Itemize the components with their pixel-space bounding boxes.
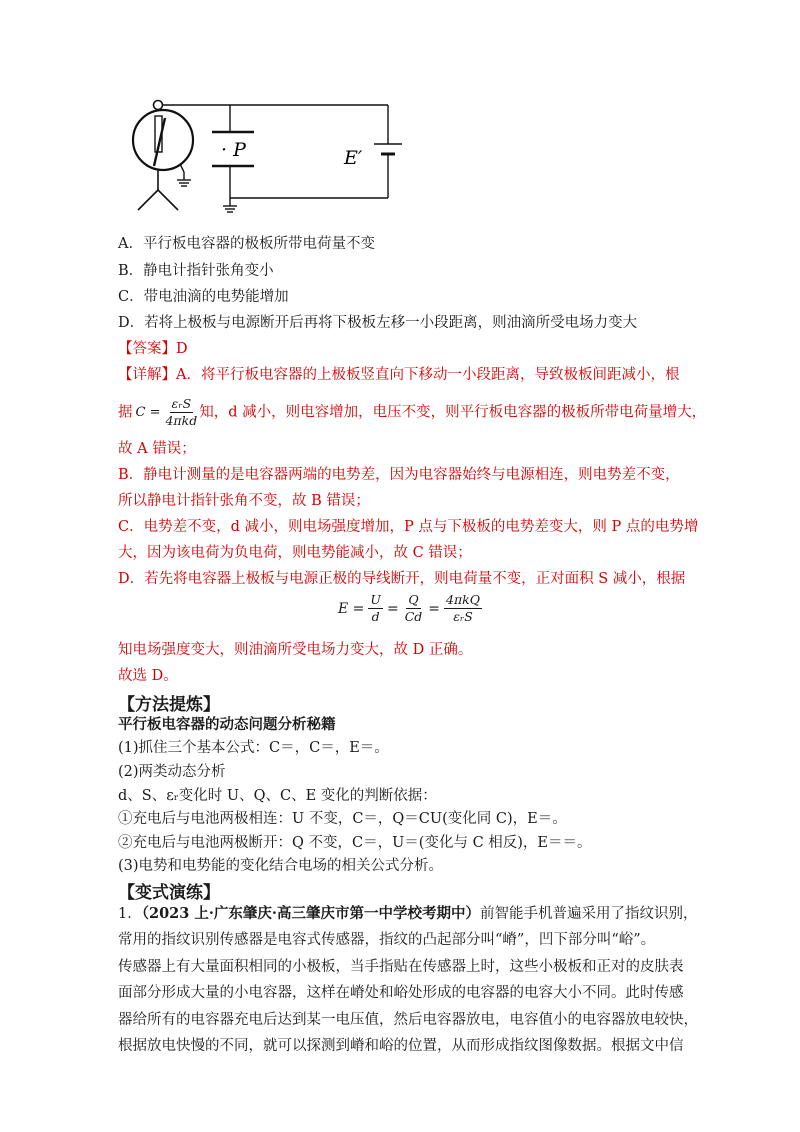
explain-conclusion: 故选 D。	[118, 668, 178, 684]
practice-line-6: 根据放电快慢的不同，就可以探测到嵴和峪的位置，从而形成指纹图像数据。根据文中信	[118, 1038, 684, 1054]
practice-p1: 前智能手机普遍采用了指纹识别，	[479, 906, 698, 922]
explain-tag: 【详解】	[118, 367, 176, 383]
electrometer-circle	[133, 110, 193, 170]
frac1-num: U	[370, 592, 381, 607]
answer-value: D	[176, 341, 188, 357]
explain-line-d2: 知电场强度变大，则油滴所受电场力变大，故 D 正确。	[118, 642, 473, 658]
explain-a1-text: A．将平行板电容器的上极板竖直向下移动一小段距离，导致极板间距减小，根	[176, 367, 680, 383]
label-e: E′	[344, 147, 363, 169]
frac3-den: εᵣS	[453, 609, 473, 624]
option-d: D．若将上极板与电源断开后再将下极板左移一小段距离，则油滴所受电场力变大	[118, 315, 638, 331]
explain-line-c1: C．电势差不变，d 减小，则电场强度增加，P 点与下极板的电势差变大，则 P 点的电势增	[118, 519, 699, 535]
practice-number: 1．	[118, 906, 142, 922]
electrometer-knob	[154, 101, 163, 110]
method-line-6: (3)电势和电势能的变化结合电场的相关公式分析。	[118, 858, 444, 874]
explain-line-d1: D．若先将电容器上极板与电源正极的导线断开，则电荷量不变，正对面积 S 减小，根据	[118, 571, 686, 587]
answer-line	[118, 339, 188, 359]
explain-line-a3: 故 A 错误；	[118, 441, 196, 457]
option-a: A．平行板电容器的极板所带电荷量不变	[118, 236, 375, 252]
answer-tag: 【答案】	[118, 341, 176, 357]
method-line-5: ②充电后与电池两极断开：Q 不变，C＝，U＝(变化与 C 相反)，E＝＝。	[118, 835, 592, 851]
field-eq-2: =	[428, 600, 440, 617]
explain-line-a2	[118, 396, 706, 429]
practice-source: （2023 上·广东肇庆·高三肇庆市第一中学校考期中）	[141, 905, 480, 922]
method-line-3: d、S、εᵣ变化时 U、Q、C、E 变化的判断依据：	[118, 788, 437, 804]
option-b: B．静电计指针张角变小	[118, 263, 274, 279]
practice-heading: 【变式演练】	[118, 883, 220, 903]
explain-a2-post: 知，d 减小，则电容增加，电压不变，则平行板电容器的极板所带电荷量增大，	[199, 404, 707, 421]
field-eq-1: =	[386, 600, 399, 617]
practice-line-5: 器给所有的电容器充电后达到某一电压值，然后电容器放电，电容值小的电容器放电较快，	[118, 1012, 698, 1028]
frac2-num: Q	[408, 592, 419, 607]
method-line-2: (2)两类动态分析	[118, 764, 226, 780]
practice-line-1	[118, 904, 697, 924]
practice-line-4: 面部分形成大量的小电容器，这样在嵴处和峪处形成的电容器的电容大小不同。此时传感	[118, 985, 684, 1001]
method-heading: 【方法提炼】	[118, 695, 220, 715]
label-p: · P	[221, 139, 246, 161]
explain-a2-pre: 据	[118, 404, 133, 421]
field-formula	[338, 592, 482, 625]
explain-line-b1: B．静电计测量的是电容器两端的电势差，因为电容器始终与电源相连，则电势差不变，	[118, 467, 680, 483]
option-c: C．带电油滴的电势能增加	[118, 289, 289, 305]
explain-line-c2: 大，因为该电荷为负电荷，则电势能减小，故 C 错误；	[118, 545, 472, 561]
practice-line-2: 常用的指纹识别传感器是电容式传感器，指纹的凸起部分叫“嵴”，凹下部分叫“峪”。	[118, 932, 656, 948]
frac3-num: 4πkQ	[446, 592, 480, 607]
explain-line-b2: 所以静电计指针张角不变，故 B 错误；	[118, 493, 370, 509]
method-line-4: ①充电后与电池两极相连：U 不变，C＝，Q＝CU(变化同 C)，E＝。	[118, 811, 567, 827]
capacitance-denominator: 4πkd	[165, 413, 198, 428]
field-frac-1	[368, 592, 383, 625]
method-subheading: 平行板电容器的动态问题分析秘籍	[118, 716, 336, 733]
capacitance-lhs: C =	[135, 404, 161, 420]
method-line-1: (1)抓住三个基本公式：C＝，C＝，E＝。	[118, 740, 389, 756]
capacitance-numerator: εᵣS	[171, 396, 192, 411]
field-formula-lhs: E =	[338, 600, 365, 617]
frac2-den: Cd	[404, 609, 423, 624]
capacitance-formula	[136, 397, 161, 429]
capacitance-fraction	[163, 396, 199, 429]
practice-line-3: 传感器上有大量面积相同的小极板，当手指贴在传感器上时，这些小极板和正对的皮肤表	[118, 959, 684, 975]
circuit-diagram	[118, 92, 418, 222]
frac1-den: d	[371, 609, 380, 624]
explain-line-a1	[118, 365, 679, 385]
field-frac-2	[403, 592, 425, 625]
field-frac-3	[444, 592, 482, 625]
